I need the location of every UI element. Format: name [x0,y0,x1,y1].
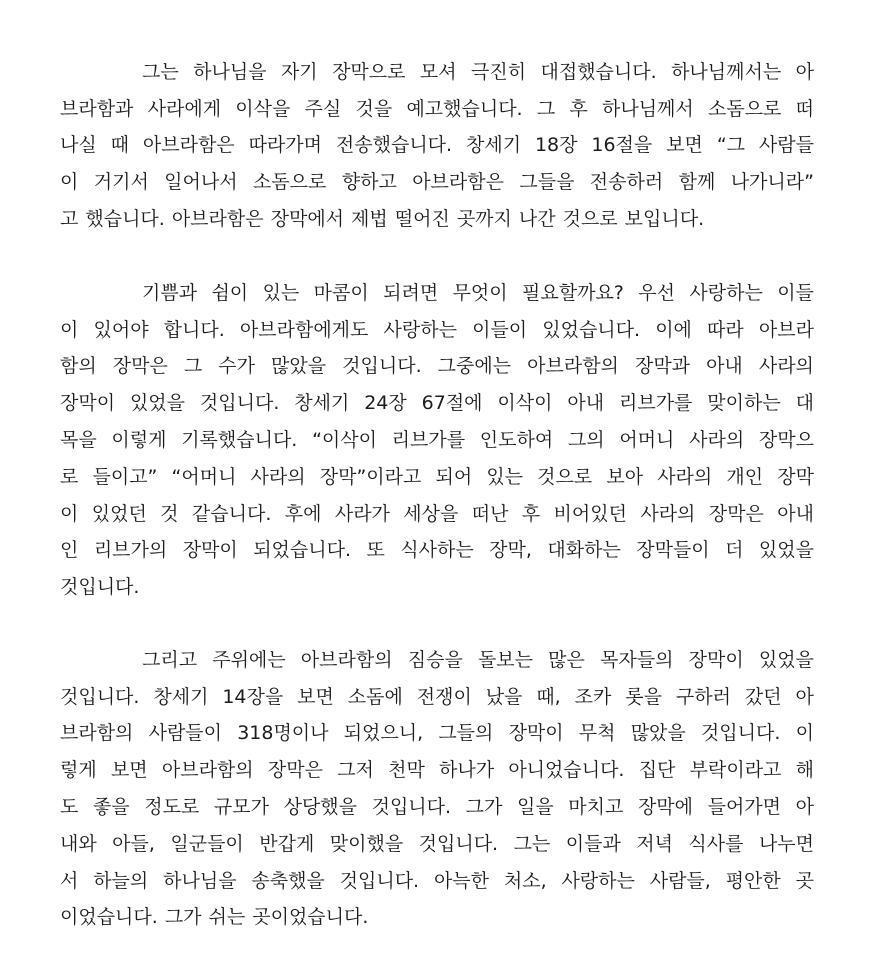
word: 이들이 [472,318,528,341]
word: 함께 [678,171,716,194]
word: 이들 [777,281,814,304]
word: 또 [366,539,385,562]
word: 아브라 [758,318,814,341]
word: 보입니다. [624,208,705,231]
word: 장막은 [267,759,323,782]
word: 그는 [513,832,551,855]
word: 보면 [297,685,334,708]
word: 개인 [726,465,764,488]
word: 그리고 [142,648,198,671]
word: 나누면 [758,832,814,855]
word: 곳이었습니다. [252,906,369,929]
word: 그가 [465,796,503,819]
word: 아내 [567,392,605,415]
word: 18장 [534,134,578,157]
word: 돌보는 [477,648,534,671]
word: “이삭이 [312,429,377,452]
word: 해 [795,759,814,782]
word: 리브가를 [618,392,693,415]
word: 장막이 [508,722,564,745]
paragraph-3 [60,640,814,934]
word: 아브라함은 [171,208,264,231]
word: 상당했을 [283,796,357,819]
word: 서 [60,869,79,892]
word: 극진히 [471,60,527,83]
word: 구하러 [675,685,731,708]
word: 되었습니다. [253,539,352,562]
word: 것입니다. [342,355,422,378]
word: 일어나서 [164,171,238,194]
word: 그들을 [519,171,575,194]
word: 송축했을 [251,869,325,892]
word: 나실 [60,134,97,157]
word: 내와 [60,832,97,855]
word: 하나가 [439,759,495,782]
word: 사람들 [758,134,814,157]
word: 쉼이 [211,281,249,304]
word: 좋을 [92,796,130,819]
word: 있어야 [93,318,149,341]
word: 들어가면 [707,796,782,819]
text-line [60,898,814,935]
word: 더 [725,539,744,562]
word: 제법 [351,208,388,231]
word: 짐승을 [407,648,463,671]
word: 목을 [60,429,97,452]
word: 창세기 [294,392,350,415]
word: 장막이 [60,392,116,415]
word: 장막으로 [332,60,406,83]
word: 사라의 [657,465,713,488]
word: 사랑하는 [689,281,763,304]
word: 그중에는 [437,355,512,378]
word: 장막으 [758,429,814,452]
word: 떠 [795,97,814,120]
word: 것입니다. [60,576,140,599]
word: 식사를 [688,832,744,855]
word: 것 [160,502,179,525]
word: 그의 [567,429,605,452]
word: 기쁨과 [142,281,198,304]
word: 이렇게 [111,429,167,452]
text-line [60,420,814,457]
word: 주위에는 [212,648,286,671]
text-line [60,457,814,494]
text-line [60,677,814,714]
text-line [60,750,814,787]
word: 하늘의 [93,869,149,892]
word: 따라 [707,318,744,341]
word: 장막과 [634,355,691,378]
paragraph-2 [60,273,814,604]
word: 아내 [706,355,743,378]
word: 비어있던 [553,502,627,525]
word: 수가 [218,355,255,378]
word: 아브라함의 [161,759,254,782]
word: 사라가 [334,502,390,525]
word: 많은 [548,648,585,671]
word: 로 [60,465,79,488]
word: 자기 [280,60,318,83]
word: 리브가를 [391,429,466,452]
word: 기록했습니다. [181,429,298,452]
word: 장막에서 [270,208,345,231]
word: 이삭이 [497,392,553,415]
word: 이 [60,171,79,194]
word: 규모가 [213,796,269,819]
word: 하나님을 [163,869,237,892]
word: 때 [110,134,129,157]
text-line [60,162,814,199]
word: 처소, [503,869,547,892]
word: 하나님께서 [601,97,694,120]
text-line [60,310,814,347]
word: 14장을 [222,685,284,708]
word: 필요할까요? [522,281,624,304]
text-line [60,567,814,604]
word: 나간 [518,208,556,231]
word: 많았을 [630,722,686,745]
paragraph-1 [60,52,814,236]
text-line [60,640,814,677]
word: 보아 [606,465,644,488]
word: 부락이라고 [689,759,782,782]
word: 318명이나 [237,722,329,745]
word: 그 [183,355,203,378]
word: 목자들의 [600,648,674,671]
word: 많았을 [271,355,327,378]
word: 때, [536,685,561,708]
word: 저녁 [636,832,673,855]
text-line [60,531,814,568]
word: 사라의 [689,429,745,452]
word: 되었으니, [343,722,424,745]
word: 이 [60,318,79,341]
word: 장막이 [182,539,238,562]
word: 것입니다. [60,685,140,708]
word: 롯을 [625,685,662,708]
word: 했습니다. [85,208,165,231]
word: 전송했습니다. [335,134,453,157]
word: 그가 [164,906,202,929]
word: 장막 [777,465,814,488]
word: 고 [60,208,79,231]
word: 그들의 [438,722,494,745]
word: 주실 [304,97,342,120]
word: 사라의 [640,502,696,525]
word: 아니었습니다. [508,759,625,782]
word: “어머니 [171,465,237,488]
word: 거기서 [93,171,149,194]
word: 있었던 [91,502,147,525]
word: “그 [716,134,746,157]
word: 모셔 [419,60,457,83]
word: 인도하여 [479,429,554,452]
word: 브라함과 [60,97,134,120]
word: 사라에게 [147,97,222,120]
word: 있었을 [129,392,186,415]
word: 사랑하는 [383,318,457,341]
word: 곳 [795,869,814,892]
word: 떠난 [471,502,509,525]
word: 후 [569,97,588,120]
word: 따라가며 [248,134,322,157]
word: 들이고” [92,465,158,488]
text-line [60,52,814,89]
word: 맞이했을 [329,832,404,855]
word: 것으로 [562,208,618,231]
word: 났을 [485,685,523,708]
word: 아늑한 [433,869,490,892]
word: 67절에 [421,392,483,415]
word: 있는 [486,465,524,488]
word: 사람들, [649,869,711,892]
word: 마콤이 [313,281,369,304]
word: 장막은 [708,502,764,525]
word: 향하고 [341,171,397,194]
word: 것을 [355,97,393,120]
word: 장막에 [637,796,693,819]
word: 세상을 [403,502,459,525]
word: 있었을 [758,648,814,671]
word: 사람들이 [148,722,223,745]
word: 소돔으로 [707,97,782,120]
word: 평안한 [725,869,781,892]
word: 무척 [578,722,616,745]
text-line [60,199,814,236]
word: 천막 [388,759,425,782]
word: 아브라함은 [142,134,235,157]
word: 도 [60,796,79,819]
word: 장막이 [688,648,744,671]
word: 후에 [284,502,322,525]
word: 보면 [110,759,148,782]
word: 그저 [337,759,374,782]
word: 창세기 [153,685,209,708]
word: 이 [795,722,814,745]
word: 식사하는 [400,539,474,562]
word: 아들, [112,832,155,855]
word: 우선 [638,281,675,304]
word: 것으로 [537,465,593,488]
word: 아브라함의 [527,355,619,378]
word: 하나님을 [193,60,267,83]
word: 대접했습니다. [540,60,657,83]
word: 장막”이라고 [319,465,422,488]
word: 어머니 [619,429,675,452]
word: 사랑하는 [561,869,635,892]
word: 것입니다. [418,832,499,855]
word: 같습니다. [191,502,272,525]
text-line [60,861,814,898]
word: 있었습니다. [542,318,641,341]
word: 하나님께서는 [671,60,782,83]
word: 함의 [60,355,97,378]
word: 그는 [142,60,179,83]
word: 반갑게 [259,832,315,855]
word: 전송하러 [589,171,664,194]
word: 이삭을 [235,97,291,120]
text-line [60,126,814,163]
word: 아 [795,60,814,83]
word: 아 [795,796,814,819]
word: 것입니다. [199,392,280,415]
word: 것입니다. [371,796,452,819]
word: 나가니라” [730,171,814,194]
word: 사라의 [758,355,814,378]
word: 그 [536,97,556,120]
word: 갔던 [744,685,782,708]
word: 장막들이 [636,539,710,562]
text-line [60,273,814,310]
word: 아브라함은 [412,171,504,194]
word: 되려면 [383,281,439,304]
word: 합니다. [163,318,225,341]
word: 사라의 [250,465,306,488]
word: 있었을 [758,539,814,562]
text-line [60,89,814,126]
word: 예고했습니다. [406,97,523,120]
word: 일을 [516,796,554,819]
word: 소돔으로 [252,171,327,194]
word: 것입니다. [339,869,420,892]
word: 리브가의 [93,539,168,562]
word: 조카 [574,685,612,708]
word: 되어 [435,465,473,488]
word: 것입니다. [700,722,781,745]
word: 브라함의 [60,722,134,745]
text-line [60,824,814,861]
word: 인 [60,539,79,562]
word: 맞이하는 [707,392,781,415]
word: 장막, [489,539,532,562]
text-line [60,787,814,824]
word: 보면 [666,134,703,157]
word: 이 [60,502,79,525]
word: 있는 [262,281,300,304]
word: 후 [521,502,541,525]
word: 이었습니다. [60,906,158,929]
word: 대화하는 [547,539,621,562]
word: 아브라함에게도 [239,318,369,341]
word: 이에 [655,318,692,341]
word: 장막은 [112,355,168,378]
word: 무엇이 [452,281,508,304]
word: 곳까지 [456,208,512,231]
text-line [60,347,814,384]
word: 아내 [777,502,814,525]
text-line [60,383,814,420]
word: 아브라함의 [300,648,393,671]
word: 집단 [638,759,676,782]
word: 전쟁이 [416,685,472,708]
word: 렇게 [60,759,97,782]
word: 소돔에 [347,685,403,708]
word: 16절을 [591,134,653,157]
word: 대 [795,392,814,415]
word: 창세기 [465,134,522,157]
word: 떨어진 [394,208,450,231]
word: 쉬는 [208,906,246,929]
word: 정도로 [144,796,200,819]
word: 마치고 [568,796,624,819]
word: 아 [795,685,814,708]
word: 일군들이 [170,832,244,855]
text-line [60,714,814,751]
word: 24장 [364,392,407,415]
word: 이들과 [565,832,621,855]
text-line [60,494,814,531]
